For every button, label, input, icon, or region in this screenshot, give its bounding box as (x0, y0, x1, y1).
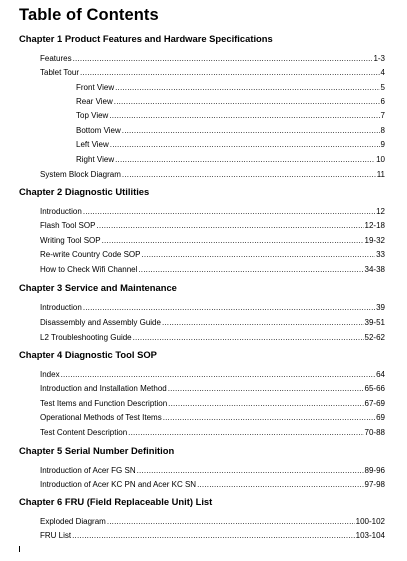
dot-leader (72, 531, 355, 541)
toc-entry-label: Exploded Diagram (40, 517, 106, 526)
toc-entry-page: 64 (376, 370, 385, 379)
chapter-heading: Chapter 6 FRU (Field Replaceable Unit) List (19, 496, 213, 507)
toc-entry[interactable] (40, 370, 385, 380)
toc-entry[interactable] (40, 466, 385, 476)
toc-entry-label: Introduction and Installation Method (40, 384, 167, 393)
toc-subentry[interactable] (76, 126, 385, 136)
toc-entry-label: Re-write Country Code SOP (40, 250, 141, 259)
toc-entry[interactable] (40, 428, 385, 438)
dot-leader (122, 126, 380, 136)
toc-entry-label: Left View (76, 140, 109, 149)
toc-entry-label: Test Items and Function Description (40, 399, 168, 408)
toc-entry-label: System Block Diagram (40, 170, 121, 179)
toc-entry[interactable] (40, 318, 385, 328)
toc-entry-page: 100-102 (355, 517, 385, 526)
toc-entry[interactable] (40, 170, 385, 180)
toc-entry-page: 19-32 (364, 236, 385, 245)
dot-leader (114, 97, 380, 107)
dot-leader (107, 517, 355, 527)
toc-entry-page: 52-62 (364, 333, 385, 342)
toc-entry-label: Front View (76, 83, 115, 92)
toc-entry-label: Introduction of Acer FG SN (40, 466, 136, 475)
toc-entry-label: How to Check Wifi Channel (40, 265, 138, 274)
dot-leader (83, 303, 375, 313)
dot-leader (96, 221, 363, 231)
toc-entry-page: 70-88 (364, 428, 385, 437)
toc-entry-page: 33 (376, 250, 385, 259)
toc-entry-page: 65-66 (364, 384, 385, 393)
toc-entry-page: 12-18 (364, 221, 385, 230)
toc-entry-label: Right View (76, 155, 115, 164)
toc-entry[interactable] (40, 517, 385, 527)
toc-entry[interactable] (40, 384, 385, 394)
toc-entry-label: Introduction of Acer KC PN and Acer KC SN (40, 480, 197, 489)
toc-subentry[interactable] (76, 140, 385, 150)
toc-entry-page: 69 (376, 413, 385, 422)
dot-leader (115, 83, 379, 93)
toc-entry[interactable] (40, 413, 385, 423)
toc-entry[interactable] (40, 207, 385, 217)
toc-entry[interactable] (40, 221, 385, 231)
toc-entry-label: Features (40, 54, 72, 63)
dot-leader (83, 207, 375, 217)
toc-entry-page: 10 (376, 155, 385, 164)
toc-entry-label: Operational Methods of Test Items (40, 413, 162, 422)
chapter-heading: Chapter 4 Diagnostic Tool SOP (19, 349, 157, 360)
toc-subentry[interactable] (76, 155, 385, 165)
dot-leader (168, 399, 363, 409)
toc-entry[interactable] (40, 531, 385, 541)
toc-entry-label: Top View (76, 111, 109, 120)
dot-leader (73, 54, 373, 64)
toc-entry-page: 8 (380, 126, 385, 135)
toc-entry-page: 89-96 (364, 466, 385, 475)
toc-entry-label: Test Content Description (40, 428, 128, 437)
toc-entry-page: 67-69 (364, 399, 385, 408)
toc-entry-page: 39-51 (364, 318, 385, 327)
toc-entry[interactable] (40, 54, 385, 64)
toc-entry-page: 7 (380, 111, 385, 120)
toc-entry[interactable] (40, 333, 385, 343)
toc-entry-page: 5 (380, 83, 385, 92)
toc-subentry[interactable] (76, 111, 385, 121)
dot-leader (133, 333, 364, 343)
toc-entry[interactable] (40, 265, 385, 275)
dot-leader (128, 428, 363, 438)
toc-entry-page: 39 (376, 303, 385, 312)
toc-entry-page: 6 (380, 97, 385, 106)
dot-leader (197, 480, 363, 490)
dot-leader (138, 265, 363, 275)
dot-leader (163, 413, 375, 423)
toc-entry-label: Writing Tool SOP (40, 236, 101, 245)
toc-subentry[interactable] (76, 83, 385, 93)
toc-entry[interactable] (40, 480, 385, 490)
dot-leader (168, 384, 364, 394)
dot-leader (141, 250, 375, 260)
toc-entry-page: 9 (380, 140, 385, 149)
toc-entry-page: 34-38 (364, 265, 385, 274)
toc-entry[interactable] (40, 236, 385, 246)
dot-leader (110, 140, 380, 150)
dot-leader (115, 155, 375, 165)
toc-entry-page: 12 (376, 207, 385, 216)
dot-leader (61, 370, 376, 380)
dot-leader (80, 68, 380, 78)
toc-entry[interactable] (40, 250, 385, 260)
toc-entry-label: Tablet Tour (40, 68, 79, 77)
toc-entry-label: Introduction (40, 207, 82, 216)
chapter-heading: Chapter 1 Product Features and Hardware Specifications (19, 33, 273, 44)
chapter-heading: Chapter 5 Serial Number Definition (19, 445, 175, 456)
toc-entry-page: 103-104 (355, 531, 385, 540)
toc-entry-label: FRU List (40, 531, 72, 540)
toc-subentry[interactable] (76, 97, 385, 107)
dot-leader (109, 111, 379, 121)
toc-entry-page: 11 (376, 170, 385, 179)
toc-entry-label: Disassembly and Assembly Guide (40, 318, 161, 327)
toc-entry-label: L2 Troubleshooting Guide (40, 333, 132, 342)
dot-leader (102, 236, 364, 246)
chapter-heading: Chapter 3 Service and Maintenance (19, 282, 177, 293)
dot-leader (122, 170, 376, 180)
toc-entry-label: Bottom View (76, 126, 121, 135)
toc-entry-page: 97-98 (364, 480, 385, 489)
toc-entry-page: 4 (380, 68, 385, 77)
toc-entry-label: Flash Tool SOP (40, 221, 96, 230)
dot-leader (162, 318, 364, 328)
toc-entry[interactable] (40, 303, 385, 313)
toc-entry-page: 1-3 (373, 54, 385, 63)
dot-leader (137, 466, 364, 476)
toc-entry-label: Introduction (40, 303, 82, 312)
toc-entry[interactable] (40, 399, 385, 409)
page-title: Table of Contents (19, 6, 159, 24)
crop-mark (19, 546, 20, 552)
toc-entry-label: Rear View (76, 97, 113, 106)
chapter-heading: Chapter 2 Diagnostic Utilities (19, 186, 150, 197)
toc-entry[interactable] (40, 68, 385, 78)
toc-entry-label: Index (40, 370, 60, 379)
